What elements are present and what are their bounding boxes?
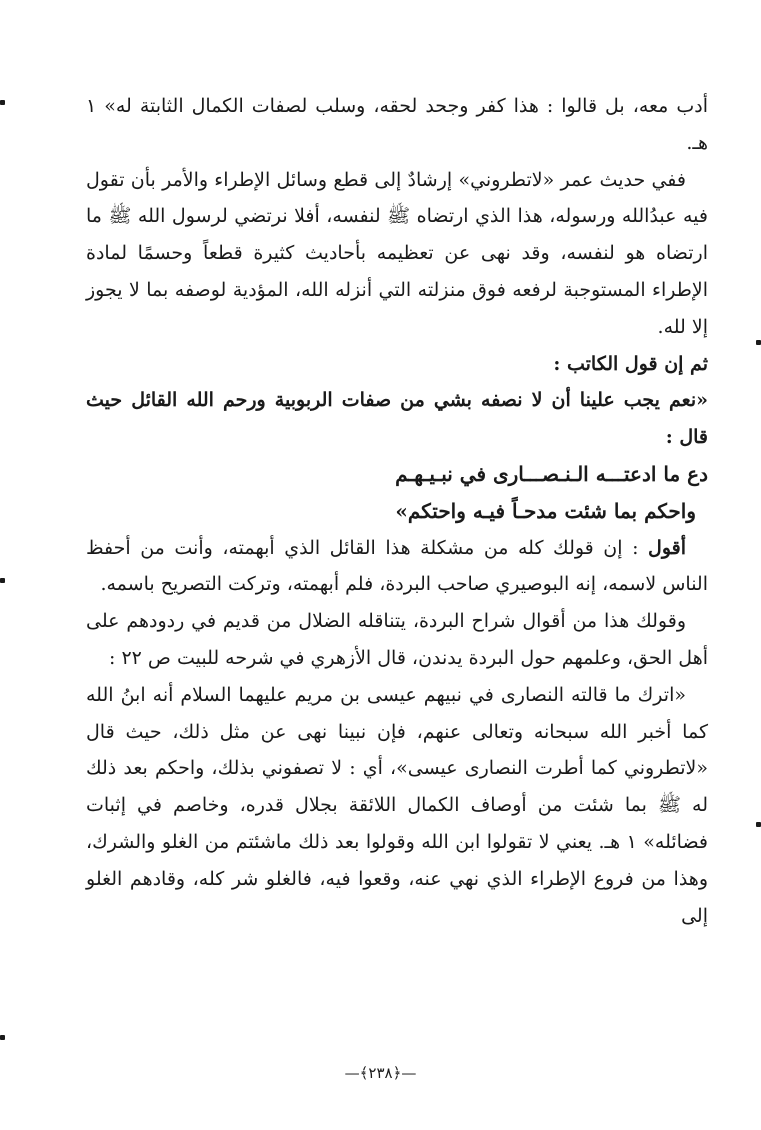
paragraph-body: : إن قولك كله من مشكلة هذا القائل الذي أبهمته، وأنت من أحفظ الناس لاسمه، إنه البوصيري صاحب البردة، فلم أبهمته، وتركت التصريح باسمه. xyxy=(86,536,708,596)
paragraph: «اترك ما قالته النصارى في نبيهم عيسى بن مريم عليهما السلام أنه ابنُ الله كما أخبر الله سبحانه وتعالى عنهم، فإن نبينا نهى عن مثل ذلك، حيث قال «لاتطروني كما أطرت النصارى عيسى»، أي : لا تصفوني بذلك، واحكم بعد ذلك له ﷺ بما شئت من أوصاف الكمال اللائقة بجلال قدره، وخاصم في إثبات فضائله» ١ هـ. يعني لا تقولوا ابن الله وقولوا بعد ذلك ماشئتم من الغلو والشرك، وهذا من فروع الإطراء الذي نهي عنه، وقعوا فيه، فالغلو شر كله، وقادهم الغلو إلى xyxy=(86,683,708,927)
quoted-paragraph: «نعم يجب علينا أن لا نصفه بشي من صفات الربوبية ورحم الله القائل حيث قال : xyxy=(86,389,708,449)
margin-mark xyxy=(0,578,5,583)
margin-mark xyxy=(756,822,761,827)
margin-mark xyxy=(756,340,761,345)
body-text xyxy=(86,88,708,934)
page-number: —﴿٢٣٨﴾— xyxy=(344,1064,417,1082)
paragraph-lead: أقول xyxy=(648,536,686,559)
paragraph: أدب معه، بل قالوا : هذا كفر وجحد لحقه، وسلب لصفات الكمال الثابتة له» ١ هـ. xyxy=(86,95,708,154)
verse-line-1: دع ما ادعتـــه الـنـصـــارى في نبـيـهـم xyxy=(395,461,708,486)
margin-mark xyxy=(0,100,5,105)
paragraph: ففي حديث عمر «لاتطروني» إرشادٌ إلى قطع وسائل الإطراء والأمر بأن تقول فيه عبدُالله ورسوله، هذا الذي ارتضاه ﷺ لنفسه، أفلا نرتضي لرسول الله ﷺ ما ارتضاه هو لنفسه، وقد نهى عن تعظيمه بأحاديث كثيرة قطعاً وحسمًا لمادة الإطراء المستوجبة لرفعه فوق منزلته التي أنزله الله، المؤدية لوصفه بما لا يجوز إلا لله. xyxy=(86,168,708,338)
paragraph xyxy=(86,530,708,604)
verse-line-2: واحكم بما شئت مدحـاً فيـه واحتكم» xyxy=(395,498,696,523)
margin-mark xyxy=(0,1035,5,1040)
paragraph: وقولك هذا من أقوال شراح البردة، يتناقله الضلال من قديم في ردودهم على أهل الحق، وعلمهم حول البردة يدندن، قال الأزهري في شرحه للبيت ص ٢٢ : xyxy=(86,610,708,669)
section-heading: ثم إن قول الكاتب : xyxy=(553,352,708,375)
